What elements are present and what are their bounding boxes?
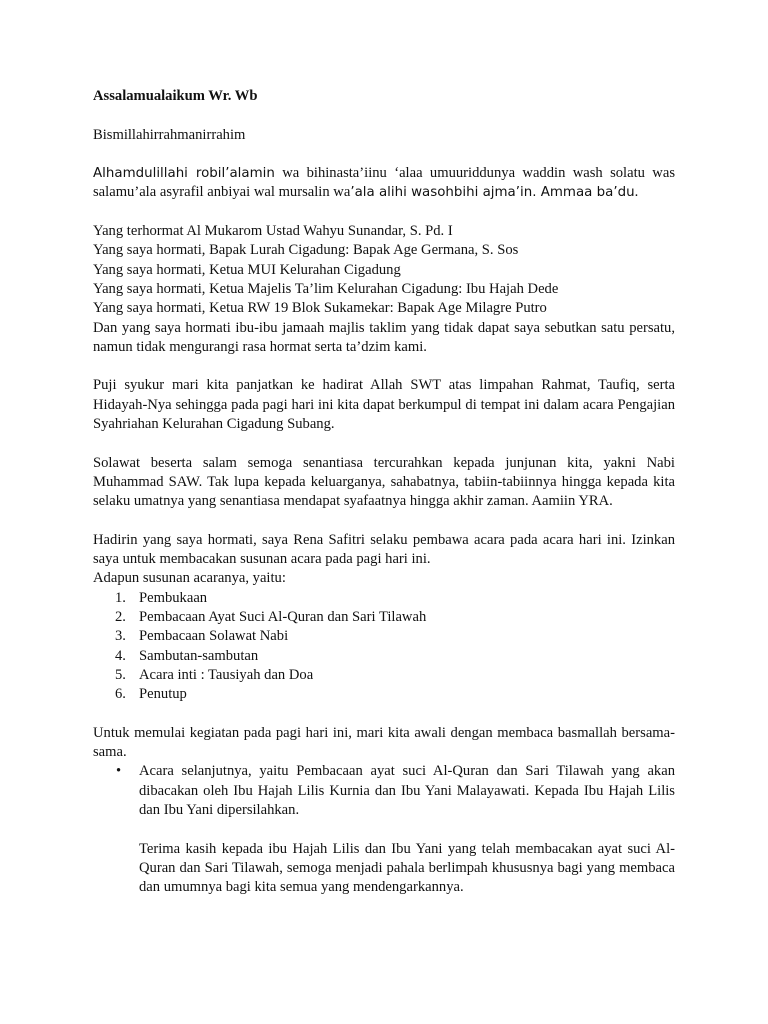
- agenda-item-number: 1.: [115, 589, 126, 606]
- agenda-item-number: 5.: [115, 666, 126, 683]
- salutation-closing-paragraph: Dan yang saya hormati ibu-ibu jamaah majlis taklim yang tidak dapat saya sebutkan satu persatu, namun tidak mengurangi rasa hormat serta ta’dzim kami.: [93, 319, 675, 355]
- spacer: [93, 203, 675, 222]
- basmallah-paragraph: Untuk memulai kegiatan pada pagi hari ini, mari kita awali dengan membaca basmallah bersama-sama.: [93, 724, 675, 761]
- document-page: [93, 87, 675, 897]
- opening-part-4: .: [634, 184, 639, 201]
- bullet-item: [93, 762, 675, 820]
- agenda-item-label: Penutup: [139, 686, 187, 703]
- spacer: [93, 357, 675, 376]
- agenda-item-label: Acara inti : Tausiyah dan Doa: [139, 666, 314, 683]
- salutation-line: Yang terhormat Al Mukarom Ustad Wahyu Sunandar, S. Pd. I: [93, 223, 453, 240]
- bismillah-line: Bismillahirrahmanirrahim: [93, 126, 246, 143]
- spacer: [93, 512, 675, 531]
- opening-part-2: wa bihinasta’iinu ‘alaa umuuriddunya waddin wash solatu was salamu’ala asyrafil anbiyai wal mursalin wa: [93, 165, 675, 201]
- puji-syukur-paragraph: Puji syukur mari kita panjatkan ke hadirat Allah SWT atas limpahan Rahmat, Taufiq, serta Hidayah-Nya sehingga pada pagi hari ini kita dapat berkumpul di tempat ini dalam acara Pengajian Syahriahan Kelurahan Cigadung Subang.: [93, 377, 675, 433]
- spacer: [93, 145, 675, 164]
- agenda-item: [93, 627, 675, 646]
- salutation-list: [93, 222, 675, 318]
- solawat-paragraph: Solawat beserta salam semoga senantiasa tercurahkan kepada junjunan kita, yakni Nabi Muhammad SAW. Tak lupa kepada keluarganya, sahabatnya, tabiin-tabiinnya hingga kepada kita selaku umatnya yang senantiasa mendapat syafaatnya hingga akhir zaman. Aamiin YRA.: [93, 454, 675, 510]
- salutation-line: Yang saya hormati, Ketua RW 19 Blok Sukamekar: Bapak Age Milagre Putro: [93, 300, 547, 317]
- agenda-intro-line: Adapun susunan acaranya, yaitu:: [93, 570, 286, 587]
- agenda-item-label: Pembukaan: [139, 589, 208, 606]
- agenda-item-label: Pembacaan Solawat Nabi: [139, 628, 289, 645]
- agenda-list: [93, 589, 675, 705]
- next-event-text: Acara selanjutnya, yaitu Pembacaan ayat suci Al-Quran dan Sari Tilawah yang akan dibacakan oleh Ibu Hajah Lilis Kurnia dan Ibu Yani Malayawati. Kepada Ibu Hajah Lilis dan Ibu Yani dipersilahkan.: [139, 763, 675, 818]
- thanks-paragraph: Terima kasih kepada ibu Hajah Lilis dan Ibu Yani yang telah membacakan ayat suci Al-Quran dan Sari Tilawah, semoga menjadi pahala berlimpah khususnya bagi yang membaca dan umumnya bagi kita semua yang mendengarkannya.: [139, 840, 675, 896]
- opening-part-3: ’ala alihi wasohbihi ajma’in. Ammaa ba’du: [350, 185, 635, 201]
- spacer: [93, 820, 675, 839]
- agenda-item-number: 6.: [115, 686, 126, 703]
- salutation-line: Yang saya hormati, Bapak Lurah Cigadung: Bapak Age Germana, S. Sos: [93, 242, 519, 259]
- salutation-line: Yang saya hormati, Ketua MUI Kelurahan Cigadung: [93, 261, 401, 278]
- agenda-item-label: Sambutan-sambutan: [139, 647, 259, 664]
- bullet-icon: •: [116, 763, 122, 780]
- agenda-item-label: Pembacaan Ayat Suci Al-Quran dan Sari Tilawah: [139, 609, 427, 626]
- opening-part-1: Alhamdulillahi robil’alamin: [93, 166, 275, 182]
- agenda-item: [93, 685, 675, 704]
- agenda-item: [93, 647, 675, 666]
- agenda-item-number: 3.: [115, 628, 126, 645]
- bullet-list: [93, 762, 675, 820]
- agenda-item: [93, 666, 675, 685]
- greeting-heading: Assalamualaikum Wr. Wb: [93, 88, 258, 104]
- agenda-item: [93, 589, 675, 608]
- salutation-line: Yang saya hormati, Ketua Majelis Ta’lim Kelurahan Cigadung: Ibu Hajah Dede: [93, 280, 559, 297]
- spacer: [93, 434, 675, 453]
- opening-paragraph: [93, 164, 675, 203]
- agenda-item-number: 2.: [115, 609, 126, 626]
- agenda-item: [93, 608, 675, 627]
- agenda-item-number: 4.: [115, 647, 126, 664]
- introduction-paragraph: Hadirin yang saya hormati, saya Rena Safitri selaku pembawa acara pada acara hari ini. Izinkan saya untuk membacakan susunan acara pada pagi hari ini.: [93, 531, 675, 568]
- spacer: [93, 106, 675, 125]
- spacer: [93, 705, 675, 724]
